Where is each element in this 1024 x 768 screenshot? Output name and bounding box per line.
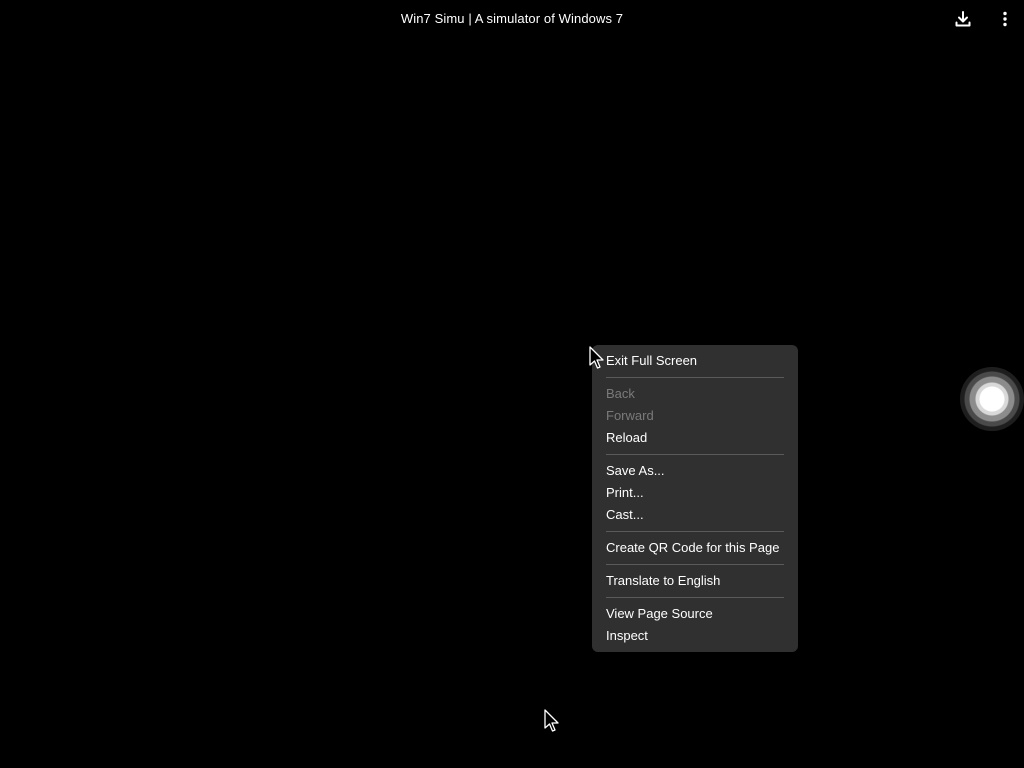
menu-item-print[interactable]: Print...: [606, 485, 644, 500]
menu-item-back: Back: [606, 386, 635, 401]
menu-separator: [606, 564, 784, 565]
menu-item-inspect[interactable]: Inspect: [606, 628, 648, 643]
menu-item-cast[interactable]: Cast...: [606, 507, 644, 522]
mouse-pointer-icon: [589, 346, 607, 372]
menu-item-save-as[interactable]: Save As...: [606, 463, 665, 478]
menu-separator: [606, 531, 784, 532]
fullscreen-top-bar: [0, 0, 1024, 38]
menu-item-exit-full-screen[interactable]: Exit Full Screen: [606, 353, 698, 368]
context-menu: [592, 345, 798, 652]
vertical-ellipsis-icon: [1002, 11, 1008, 27]
menu-item-view-page-source[interactable]: View Page Source: [606, 606, 713, 621]
menu-separator: [606, 454, 784, 455]
menu-item-reload[interactable]: Reload: [606, 430, 648, 445]
download-button[interactable]: [952, 8, 974, 30]
menu-item-translate[interactable]: Translate to English: [606, 573, 721, 588]
more-options-button[interactable]: [994, 8, 1016, 30]
assistive-touch-button[interactable]: [960, 367, 1024, 431]
download-icon: [954, 10, 972, 28]
mouse-pointer-icon: [544, 709, 562, 735]
menu-separator: [606, 377, 784, 378]
page-title: Win7 Simu | A simulator of Windows 7: [400, 11, 624, 26]
menu-item-forward: Forward: [606, 408, 654, 423]
menu-item-create-qr-code[interactable]: Create QR Code for this Page: [606, 540, 780, 555]
menu-separator: [606, 597, 784, 598]
